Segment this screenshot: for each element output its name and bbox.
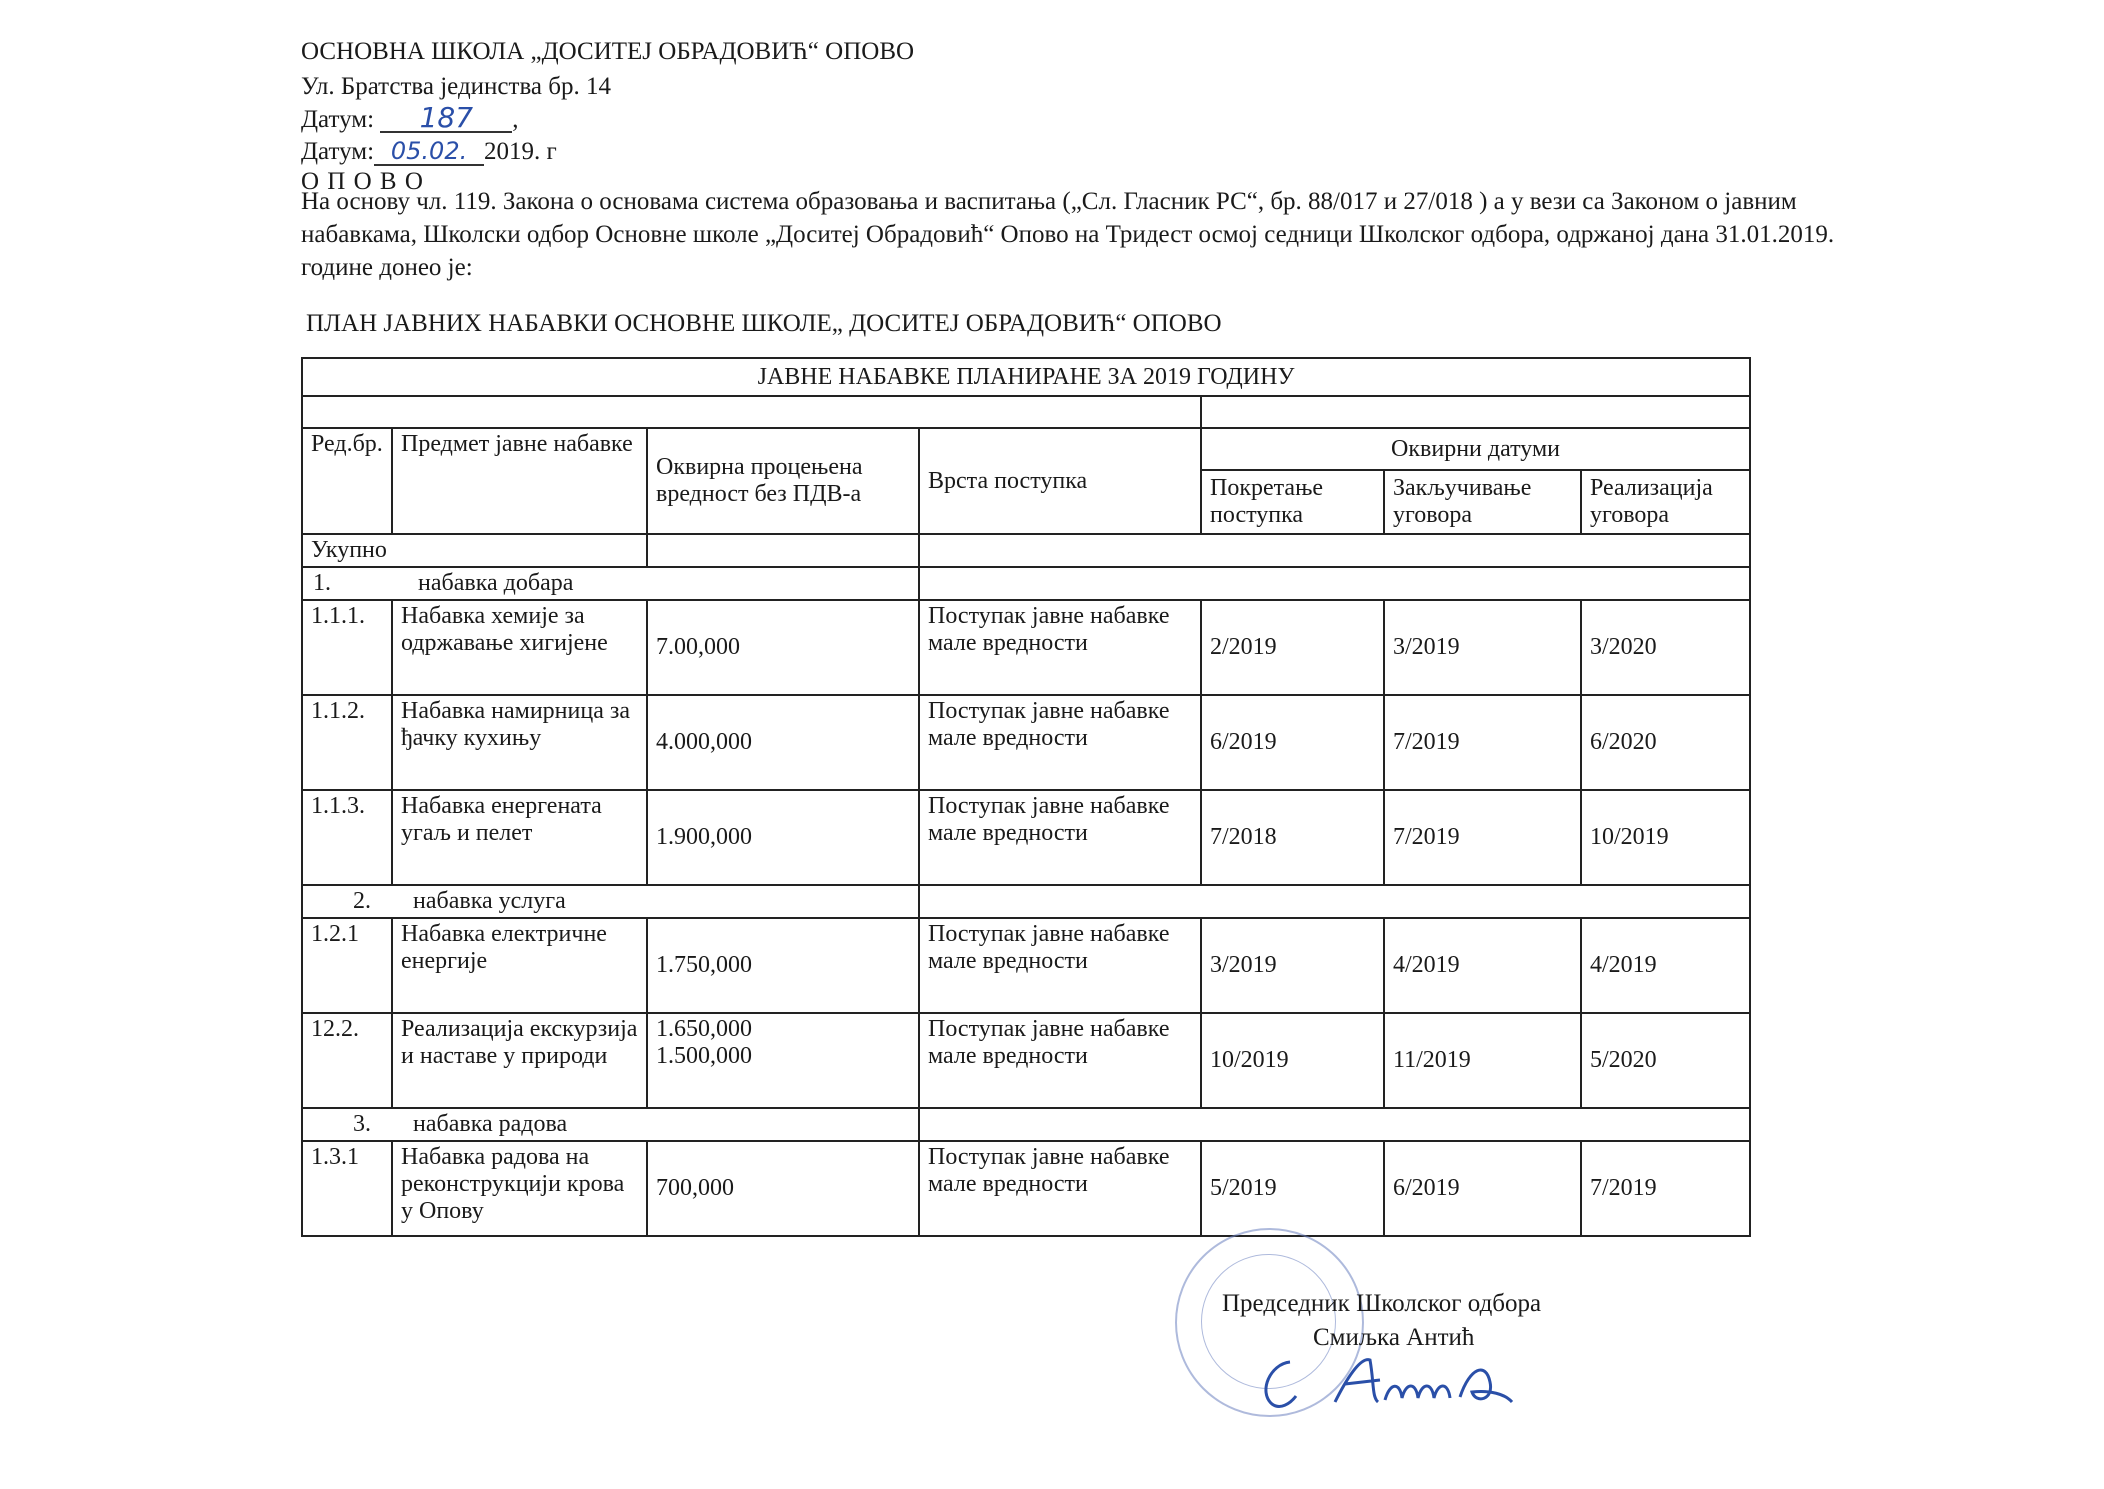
row-contract: 11/2019 — [1384, 1013, 1581, 1108]
city: О П О В О — [301, 168, 424, 195]
table-row — [302, 600, 1750, 695]
row-value: 700,000 — [647, 1141, 919, 1236]
row-realization: 5/2020 — [1581, 1013, 1750, 1108]
row-number: 1.1.1. — [302, 600, 392, 695]
row-subject: Набавка хемије за одржавање хигијене — [392, 600, 647, 695]
row-value: 1.900,000 — [647, 790, 919, 885]
row-realization: 7/2019 — [1581, 1141, 1750, 1236]
number-suffix: , — [512, 106, 519, 133]
row-value: 7.00,000 — [647, 600, 919, 695]
total-label: Укупно — [302, 534, 647, 567]
number-value: 187 — [380, 105, 512, 133]
row-subject: Реализација екскурзија и наставе у природи — [392, 1013, 647, 1108]
total-value — [647, 534, 919, 567]
row-subject: Набавка електричне енергије — [392, 918, 647, 1013]
row-start: 7/2018 — [1201, 790, 1384, 885]
table-row — [302, 695, 1750, 790]
empty-cell — [302, 396, 1201, 428]
table-title: ЈАВНЕ НАБАВКЕ ПЛАНИРАНЕ ЗА 2019 ГОДИНУ — [302, 358, 1750, 396]
row-contract: 7/2019 — [1384, 790, 1581, 885]
intro-paragraph: На основу чл. 119. Закона о основама система образовања и васпитања („Сл. Гласник РС“, бр. 88/017 и 27/018 ) а у вези са Законом о јавним набавкама, Школски одбор Основне школе „Доситеј Обрадовић“ Опово на Тридест осмој седници Школског одбора, одржаној дана 31.01.2019. године донео је: — [301, 188, 1835, 281]
row-contract: 3/2019 — [1384, 600, 1581, 695]
row-procedure: Поступак јавне набавке мале вредности — [919, 1141, 1201, 1236]
row-start: 3/2019 — [1201, 918, 1384, 1013]
date-suffix: 2019. г — [484, 138, 557, 165]
row-value: 1.750,000 — [647, 918, 919, 1013]
school-name: ОСНОВНА ШКОЛА „ДОСИТЕЈ ОБРАДОВИЋ“ ОПОВО — [301, 38, 915, 65]
header-procedure: Врста поступка — [919, 428, 1201, 534]
row-number: 1.3.1 — [302, 1141, 392, 1236]
table-row — [302, 1013, 1750, 1108]
section-title: набавка услуга — [413, 888, 566, 914]
section-heading — [302, 1108, 919, 1141]
row-procedure: Поступак јавне набавке мале вредности — [919, 695, 1201, 790]
table-row — [302, 790, 1750, 885]
row-subject: Набавка енергената угаљ и пелет — [392, 790, 647, 885]
row-realization: 6/2020 — [1581, 695, 1750, 790]
row-number: 1.1.2. — [302, 695, 392, 790]
row-value-2: 1.500,000 — [656, 1043, 752, 1069]
row-value-1: 1.650,000 — [656, 1016, 752, 1042]
section-number: 3. — [353, 1111, 371, 1137]
row-realization: 10/2019 — [1581, 790, 1750, 885]
empty-cell — [919, 1108, 1750, 1141]
header-subject: Предмет јавне набавке — [392, 428, 647, 534]
row-procedure: Поступак јавне набавке мале вредности — [919, 790, 1201, 885]
signatory-title: Председник Школског одбора — [1222, 1290, 1542, 1317]
row-contract: 6/2019 — [1384, 1141, 1581, 1236]
empty-cell — [1201, 396, 1750, 428]
plan-title: ПЛАН ЈАВНИХ НАБАВКИ ОСНОВНЕ ШКОЛЕ„ ДОСИТЕЈ ОБРАДОВИЋ“ ОПОВО — [306, 310, 1222, 337]
number-label: Датум: — [301, 106, 375, 133]
signatory-name: Смиљка Антић — [1313, 1324, 1475, 1351]
row-number: 1.1.3. — [302, 790, 392, 885]
section-number: 1. — [313, 570, 331, 596]
row-contract: 4/2019 — [1384, 918, 1581, 1013]
row-procedure: Поступак јавне набавке мале вредности — [919, 1013, 1201, 1108]
procurement-table — [301, 357, 1751, 1237]
row-value: 4.000,000 — [647, 695, 919, 790]
row-number: 1.2.1 — [302, 918, 392, 1013]
total-rest — [919, 534, 1750, 567]
row-start: 6/2019 — [1201, 695, 1384, 790]
row-start: 5/2019 — [1201, 1141, 1384, 1236]
row-number: 12.2. — [302, 1013, 392, 1108]
header-dates: Оквирни датуми — [1201, 428, 1750, 470]
school-address: Ул. Братства јединства бр. 14 — [301, 73, 611, 100]
header-start: Покретање поступка — [1201, 470, 1384, 534]
section-title: набавка добара — [418, 570, 574, 596]
row-subject: Набавка радова на реконструкцији крова у Опову — [392, 1141, 647, 1236]
section-title: набавка радова — [413, 1111, 568, 1137]
row-realization: 3/2020 — [1581, 600, 1750, 695]
row-realization: 4/2019 — [1581, 918, 1750, 1013]
row-start: 10/2019 — [1201, 1013, 1384, 1108]
header-realization: Реализација уговора — [1581, 470, 1750, 534]
header-num: Ред.бр. — [302, 428, 392, 534]
section-heading — [302, 567, 919, 600]
section-heading — [302, 885, 919, 918]
table-row — [302, 918, 1750, 1013]
date-value: 05.02. — [374, 138, 484, 166]
row-start: 2/2019 — [1201, 600, 1384, 695]
handwritten-signature-icon — [1250, 1352, 1530, 1412]
date-label: Датум: — [301, 138, 375, 165]
section-number: 2. — [353, 888, 371, 914]
header-value: Оквирна процењена вредност без ПДВ-а — [647, 428, 919, 534]
empty-cell — [919, 567, 1750, 600]
row-procedure: Поступак јавне набавке мале вредности — [919, 918, 1201, 1013]
date-line — [301, 137, 557, 166]
table-row — [302, 1141, 1750, 1236]
empty-cell — [919, 885, 1750, 918]
row-value — [647, 1013, 919, 1108]
header-contract: Закључивање уговора — [1384, 470, 1581, 534]
row-subject: Набавка намирница за ђачку кухињу — [392, 695, 647, 790]
number-line — [301, 101, 519, 134]
row-contract: 7/2019 — [1384, 695, 1581, 790]
row-procedure: Поступак јавне набавке мале вредности — [919, 600, 1201, 695]
